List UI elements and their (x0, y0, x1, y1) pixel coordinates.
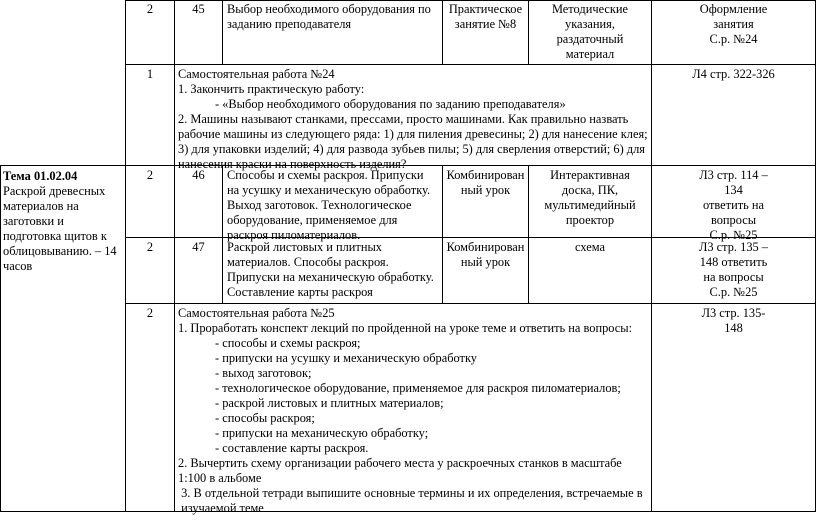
row5-title: Самостоятельная работа №25 (178, 306, 335, 320)
row4-hours: 2 (146, 240, 154, 254)
row5-hours: 2 (146, 306, 154, 320)
row1-materials-line: материал (565, 47, 615, 61)
row1-materials-line: раздаточный (556, 32, 624, 46)
row4-type-line: Комбинирован (446, 240, 525, 254)
row2-line: 1. Закончить практическую работу: (178, 82, 365, 96)
row4-lesson-type (443, 240, 528, 270)
row3-lesson-number: 46 (192, 168, 205, 182)
topic-line: подготовка щитов к (3, 229, 107, 243)
row4-homework-line: Л3 стр. 135 – (698, 240, 769, 254)
topic-title: Тема 01.02.04 (3, 169, 78, 183)
row4-materials: схема (575, 240, 605, 254)
row2-line: рабочие машины из следующего ряда: 1) для пиления древесины; 2) для нанесение клея; (178, 127, 648, 141)
row4-homework-line: на вопросы (703, 270, 764, 284)
row1-materials-line: указания, (565, 17, 615, 31)
row5-task3-line: 3. В отдельной тетради выпишите основные термины и их определения, встречаемые в (178, 486, 643, 500)
row4-lesson-number: 47 (192, 240, 205, 254)
row5-homework-line: Л3 стр. 135- (701, 306, 766, 320)
row5-question: - составление карты раскроя. (215, 441, 369, 455)
row5-task2-line: 1:100 в альбоме (178, 471, 262, 485)
row2-line: 3) для упаковки изделий; 4) для развода зубьев пилы; 5) для сверления отверстий; 6) для (178, 142, 645, 156)
row1-lesson-type (443, 2, 528, 32)
row3-type-line: ный урок (460, 183, 511, 197)
row3-line: Выход заготовок. Технологическое (227, 198, 412, 212)
topic-cell (3, 169, 123, 274)
row1-lesson-number: 45 (192, 2, 205, 16)
row5-content (178, 306, 650, 516)
row5-task3-line: изучаемой теме (178, 501, 264, 515)
row5-question: - раскрой листовых и плитных материалов; (215, 396, 444, 410)
topic-line: заготовки и (3, 214, 64, 228)
row2-homework: Л4 стр. 322-326 (692, 67, 775, 81)
row2-line: Самостоятельная работа №24 (178, 67, 335, 81)
row4-homework (652, 240, 815, 300)
row3-materials-line: проектор (565, 213, 615, 227)
row4-homework-line: 148 ответить (699, 255, 768, 269)
row5-question: - припуски на усушку и механическую обработку (215, 351, 478, 365)
row4-line: материалов. Способы раскроя. (227, 255, 389, 269)
topic-line: материалов на (3, 199, 79, 213)
row3-homework-line: С.р. №25 (709, 228, 758, 242)
row3-homework-line: ответить на (702, 198, 765, 212)
row3-lesson-type (443, 168, 528, 198)
row3-materials-line: мультимедийный (544, 198, 636, 212)
row5-question: - способы раскроя; (215, 411, 315, 425)
row1-materials-line: Методические (551, 2, 629, 16)
row3-content (227, 168, 439, 243)
row5-question: - выход заготовок; (215, 366, 312, 380)
row3-line: Способы и схемы раскроя. Припуски (227, 168, 424, 182)
row5-homework (652, 306, 815, 336)
row2-line: нанесения краски на поверхность изделия? (178, 157, 407, 171)
topic-line: облицовыванию. – 14 (3, 244, 117, 258)
row3-line: оборудование, применяемое для (227, 213, 398, 227)
row2-hours: 1 (146, 67, 154, 81)
row4-line: Раскрой листовых и плитных (227, 240, 382, 254)
row5-question: - припуски на механическую обработку; (215, 426, 429, 440)
row2-line: - «Выбор необходимого оборудования по заданию преподавателя» (215, 97, 566, 111)
row5-task2-line: 2. Вычертить схему организации рабочего места у раскроечных станков в масштабе (178, 456, 622, 470)
row4-line: Припуски на механическую обработку. (227, 270, 434, 284)
topic-line: часов (3, 259, 33, 273)
topic-line: Раскрой древесных (3, 184, 106, 198)
row1-homework-line: С.р. №24 (709, 32, 758, 46)
row4-content (227, 240, 439, 300)
row3-homework (652, 168, 815, 243)
row1-type-line: Практическое (448, 2, 523, 16)
row3-homework-line: Л3 стр. 114 – (699, 168, 768, 182)
row4-homework-line: С.р. №25 (709, 285, 758, 299)
row5-task1: 1. Проработать конспект лекций по пройденной на уроке теме и ответить на вопросы: (178, 321, 633, 335)
row1-homework (652, 2, 815, 47)
row4-type-line: ный урок (460, 255, 511, 269)
row5-question: - способы и схемы раскроя; (215, 336, 361, 350)
row1-content: Выбор необходимого оборудования по заданию преподавателя (227, 2, 431, 31)
row3-type-line: Комбинирован (446, 168, 525, 182)
row3-homework-line: 134 (724, 183, 743, 197)
row3-materials-line: Интерактивная (550, 168, 630, 182)
row4-line: Составление карты раскроя (227, 285, 373, 299)
row3-hours: 2 (146, 168, 154, 182)
row1-homework-line: занятия (713, 17, 754, 31)
row5-homework-line: 148 (724, 321, 743, 335)
row3-materials-line: доска, ПК, (561, 183, 619, 197)
row5-question: - технологическое оборудование, применяемое для раскроя пиломатериалов; (215, 381, 621, 395)
row1-hours: 2 (146, 2, 154, 16)
row3-materials (529, 168, 651, 228)
row1-type-line: занятие №8 (454, 17, 517, 31)
row1-materials (529, 2, 651, 62)
row2-content (178, 67, 650, 172)
row3-line: на усушку и механическую обработку. (227, 183, 431, 197)
row3-homework-line: вопросы (710, 213, 757, 227)
row3-line: раскроя пиломатериалов. (227, 228, 361, 242)
row2-line: 2. Машины называют станками, прессами, просто машинами. Как правильно назвать (178, 112, 629, 126)
row1-homework-line: Оформление (699, 2, 768, 16)
